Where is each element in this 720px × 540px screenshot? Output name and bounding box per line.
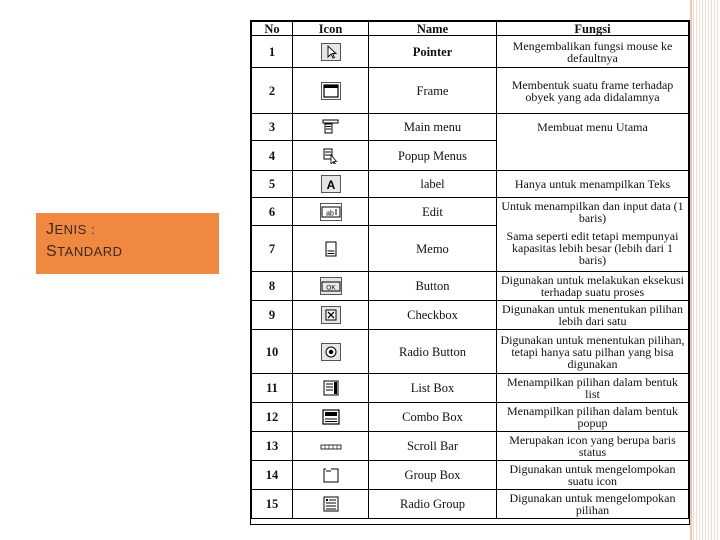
row-icon-cell (293, 198, 369, 226)
table-row (252, 272, 689, 301)
row-name: Scroll Bar (369, 432, 497, 461)
svg-text:ab: ab (325, 210, 334, 217)
row-no: 3 (252, 114, 293, 141)
table-row (252, 171, 689, 198)
row-name: Popup Menus (369, 141, 497, 171)
table-row (252, 36, 689, 68)
row-no: 1 (252, 36, 293, 68)
header-no: No (252, 22, 293, 36)
scroll-bar-icon (320, 438, 342, 454)
row-no: 4 (252, 141, 293, 171)
decorative-edge-pattern (690, 0, 720, 540)
row-fungsi: Untuk menampilkan dan input data (1 baris) (497, 198, 689, 226)
row-no: 8 (252, 272, 293, 301)
row-icon-cell (293, 171, 369, 198)
row-fungsi: Digunakan untuk melakukan eksekusi terhadap suatu proses (497, 272, 689, 301)
row-no: 13 (252, 432, 293, 461)
row-no: 10 (252, 330, 293, 374)
row-name: Group Box (369, 461, 497, 490)
row-fungsi: Menampilkan pilihan dalam bentuk list (497, 374, 689, 403)
row-icon-cell (293, 68, 369, 114)
row-fungsi: Hanya untuk menampilkan Teks (497, 171, 689, 198)
row-icon-cell (293, 432, 369, 461)
table-row (252, 301, 689, 330)
row-icon-cell (293, 330, 369, 374)
row-name: Button (369, 272, 497, 301)
popup-menu-icon (322, 148, 340, 164)
row-icon-cell (293, 141, 369, 171)
table-row (252, 330, 689, 374)
main-menu-icon (322, 119, 340, 135)
row-icon-cell (293, 403, 369, 432)
row-fungsi: Mengembalikan fungsi mouse ke defaultnya (497, 36, 689, 68)
row-fungsi: Menampilkan pilihan dalam bentuk popup (497, 403, 689, 432)
row-no: 14 (252, 461, 293, 490)
list-box-icon (322, 380, 340, 396)
group-box-icon (322, 467, 340, 483)
pointer-icon (321, 43, 341, 61)
row-fungsi: Digunakan untuk menentukan pilihan lebih dari satu (497, 301, 689, 330)
row-name: Checkbox (369, 301, 497, 330)
row-name: label (369, 171, 497, 198)
row-no: 5 (252, 171, 293, 198)
row-icon-cell (293, 36, 369, 68)
row-fungsi: Digunakan untuk mengelompokan pilihan (497, 490, 689, 519)
table-row (252, 432, 689, 461)
title-line2-rest: TANDARD (57, 244, 123, 259)
checkbox-icon (321, 306, 341, 324)
row-no: 9 (252, 301, 293, 330)
title-line2-initial: S (46, 243, 58, 260)
row-fungsi: Membuat menu Utama (497, 114, 689, 141)
header-name: Name (369, 22, 497, 36)
row-fungsi: Digunakan untuk menentukan pilihan, tetapi hanya satu pilhan yang bisa digunakan (497, 330, 689, 374)
header-fungsi: Fungsi (497, 22, 689, 36)
row-no: 11 (252, 374, 293, 403)
combo-box-icon (322, 409, 340, 425)
svg-text:OK: OK (325, 284, 336, 292)
edit-icon (320, 203, 342, 221)
row-fungsi (497, 141, 689, 171)
memo-icon (322, 241, 340, 257)
row-name: Radio Group (369, 490, 497, 519)
table-row (252, 114, 689, 141)
row-name: Frame (369, 68, 497, 114)
header-icon: Icon (293, 22, 369, 36)
row-no: 12 (252, 403, 293, 432)
title-line1-initial: J (46, 221, 55, 238)
row-name: Memo (369, 226, 497, 272)
row-no: 15 (252, 490, 293, 519)
row-icon-cell (293, 114, 369, 141)
frame-icon (321, 82, 341, 100)
radio-group-icon (322, 496, 340, 512)
row-name: Radio Button (369, 330, 497, 374)
row-icon-cell (293, 272, 369, 301)
row-fungsi: Merupakan icon yang berupa baris status (497, 432, 689, 461)
table-row (252, 461, 689, 490)
table-row (252, 226, 689, 272)
row-name: Edit (369, 198, 497, 226)
table-row (252, 198, 689, 226)
table-row (252, 141, 689, 171)
slide-title-box (36, 213, 219, 274)
component-table-container (250, 20, 690, 525)
row-icon-cell (293, 374, 369, 403)
row-name: Combo Box (369, 403, 497, 432)
row-fungsi: Membentuk suatu frame terhadap obyek yang ada didalamnya (497, 68, 689, 114)
row-icon-cell (293, 301, 369, 330)
table-row (252, 374, 689, 403)
row-fungsi: Sama seperti edit tetapi mempunyai kapasitas lebih besar (lebih dari 1 baris) (497, 226, 689, 272)
row-name: Main menu (369, 114, 497, 141)
button-icon (320, 277, 342, 295)
svg-text:A: A (326, 178, 335, 192)
label-icon (321, 175, 341, 193)
row-no: 2 (252, 68, 293, 114)
decorative-edge-line (690, 0, 692, 540)
row-fungsi: Digunakan untuk mengelompokan suatu icon (497, 461, 689, 490)
row-name: List Box (369, 374, 497, 403)
row-icon-cell (293, 226, 369, 272)
row-no: 7 (252, 226, 293, 272)
table-row (252, 68, 689, 114)
row-name: Pointer (369, 36, 497, 68)
row-no: 6 (252, 198, 293, 226)
table-row (252, 490, 689, 519)
title-line1-rest: ENIS : (54, 222, 96, 237)
table-header-row (252, 22, 689, 36)
table-row (252, 403, 689, 432)
slide-title (46, 219, 123, 263)
radio-button-icon (321, 343, 341, 361)
row-icon-cell (293, 461, 369, 490)
component-table (251, 21, 689, 519)
row-icon-cell (293, 490, 369, 519)
